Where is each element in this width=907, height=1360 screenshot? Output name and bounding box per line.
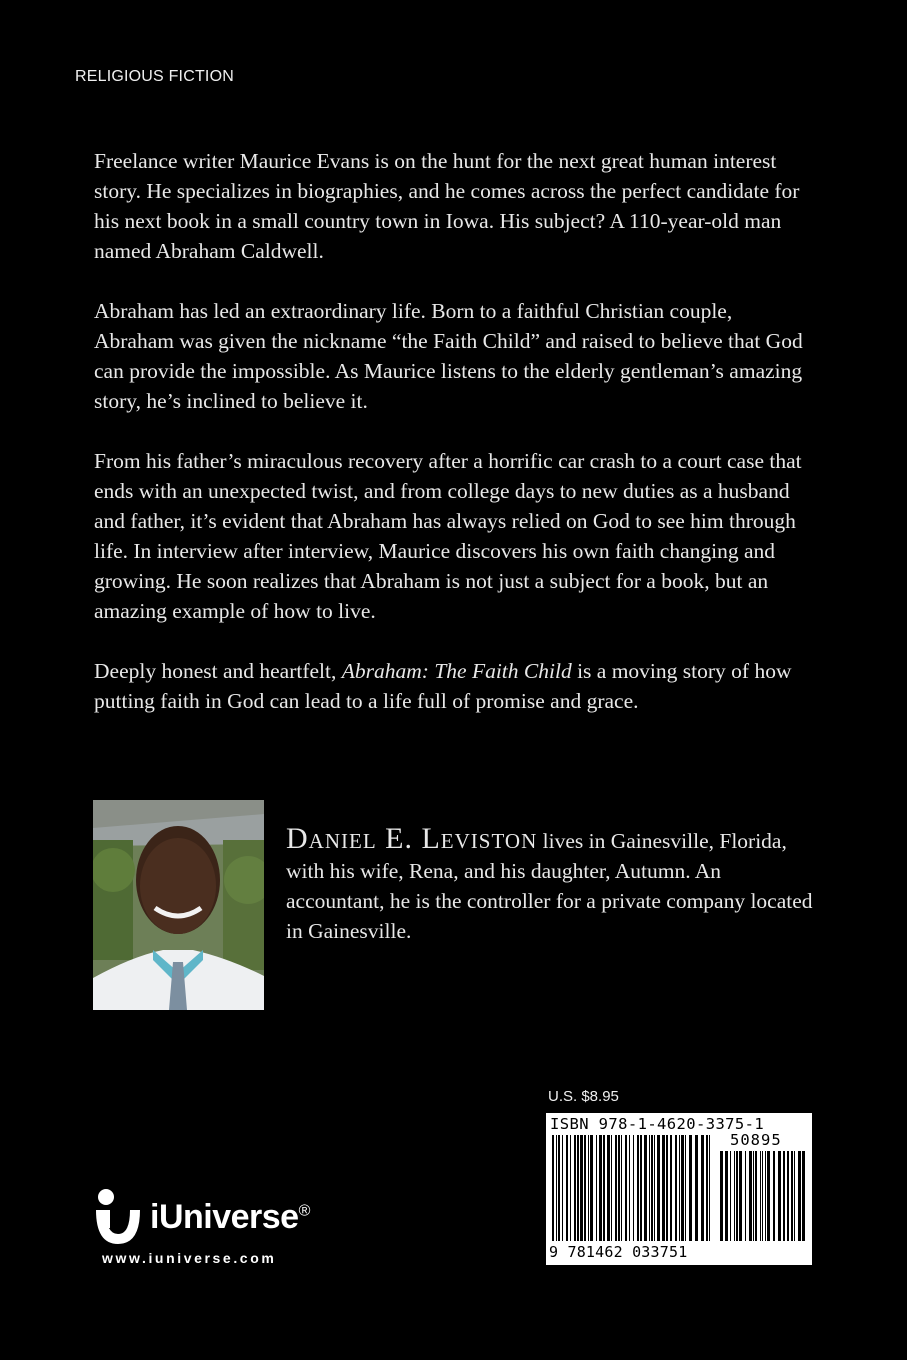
price-addon-number: 50895 xyxy=(730,1131,782,1149)
blurb-paragraph-4 xyxy=(94,656,810,716)
isbn-text: ISBN 978-1-4620-3375-1 xyxy=(550,1115,765,1133)
publisher-name-text: iUniverse xyxy=(150,1198,299,1236)
publisher-name xyxy=(150,1198,310,1237)
back-cover-blurb xyxy=(94,146,810,746)
blurb-paragraph-2: Abraham has led an extraordinary life. Born to a faithful Christian couple, Abraham was given the nickname “the Faith Child” and raised to believe that God can provide the impossible. As Maurice listens to the elderly gentleman’s amazing story, he’s inclined to believe it. xyxy=(94,299,803,413)
trademark-symbol: ® xyxy=(298,1202,310,1220)
ean-barcode-bars xyxy=(550,1135,715,1245)
iuniverse-logo-icon xyxy=(92,1188,144,1248)
addon-barcode-bars xyxy=(718,1151,806,1243)
genre-label: RELIGIOUS FICTION xyxy=(75,68,234,85)
publisher-url: www.iuniverse.com xyxy=(102,1250,277,1266)
barcode xyxy=(546,1113,812,1265)
book-title-italic: Abraham: The Faith Child xyxy=(341,659,572,683)
blurb-paragraph-3: From his father’s miraculous recovery after a horrific car crash to a court case that ends with an unexpected twist, and from college days to new duties as a husband and father, it’s evident that Abraham has always relied on God to see him through life. In interview after interview, Maurice discovers his own faith changing and growing. He soon realizes that Abraham is not just a subject for a book, but an amazing example of how to live. xyxy=(94,449,802,623)
ean-digits: 9 781462 033751 xyxy=(549,1243,688,1261)
price-label: U.S. $8.95 xyxy=(548,1088,619,1105)
author-bio-text: lives in Gainesville, Florida, with his wife, Rena, and his daughter, Autumn. An accountant, he is the controller for a private company located in Gainesville. xyxy=(286,829,813,943)
author-bio xyxy=(286,824,816,946)
blurb-p4-before: Deeply honest and heartfelt, xyxy=(94,659,342,683)
author-photo xyxy=(93,800,264,1010)
author-name: Daniel E. Leviston xyxy=(286,822,538,855)
blurb-p4-after: is a moving story of how putting faith in God can lead to a life full of promise and grace. xyxy=(94,659,792,713)
blurb-paragraph-1: Freelance writer Maurice Evans is on the hunt for the next great human interest story. He specializes in biographies, and he comes across the perfect candidate for his next book in a small country town in Iowa. His subject? A 110-year-old man named Abraham Caldwell. xyxy=(94,149,800,263)
